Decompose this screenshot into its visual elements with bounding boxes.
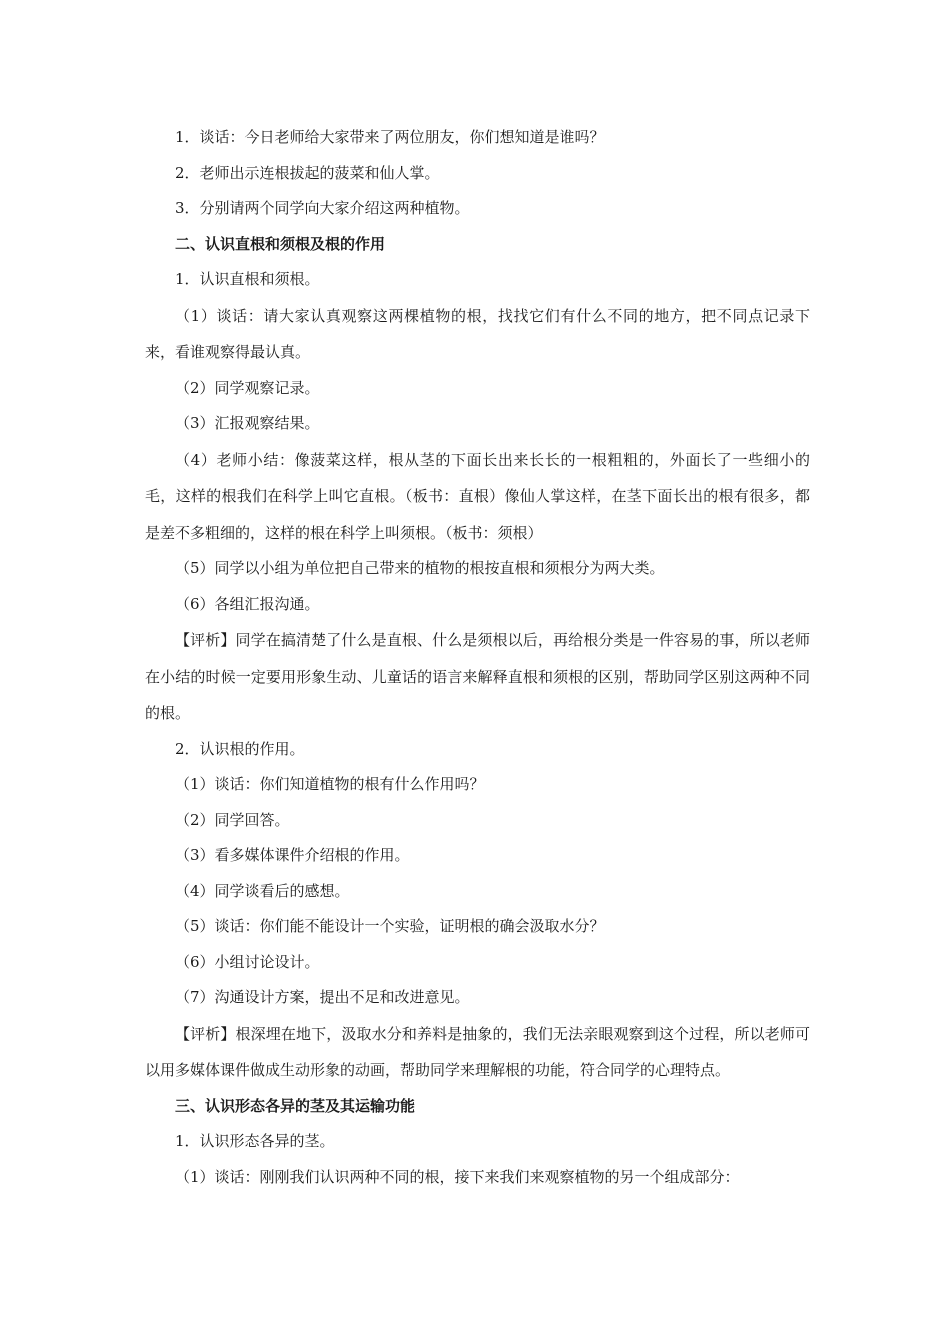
paragraph: （5）谈话：你们能不能设计一个实验，证明根的确会汲取水分？ bbox=[175, 917, 605, 935]
paragraph: （2）同学观察记录。 bbox=[175, 378, 320, 397]
paragraph: 3．分别请两个同学向大家介绍这两种植物。 bbox=[175, 199, 470, 217]
paragraph: （1）谈话：请大家认真观察这两棵植物的根，找找它们有什么不同的地方，把不同点记录下来，看谁观察得最认真。 bbox=[145, 306, 810, 361]
paragraph: （6）各组汇报沟通。 bbox=[175, 594, 320, 613]
document-body bbox=[145, 120, 810, 1195]
paragraph: 2．老师出示连根拔起的菠菜和仙人掌。 bbox=[175, 163, 440, 182]
paragraph: （5）同学以小组为单位把自己带来的植物的根按直根和须根分为两大类。 bbox=[175, 559, 665, 577]
commentary-paragraph: 【评析】同学在搞清楚了什么是直根、什么是须根以后，再给根分类是一件容易的事，所以老师在小结的时候一定要用形象生动、儿童话的语言来解释直根和须根的区别，帮助同学区别这两种不同的根。 bbox=[145, 631, 810, 722]
paragraph: 2．认识根的作用。 bbox=[175, 739, 305, 758]
paragraph: 1．认识直根和须根。 bbox=[175, 270, 320, 288]
paragraph: 1．谈话：今日老师给大家带来了两位朋友，你们想知道是谁吗？ bbox=[175, 128, 605, 146]
section-heading: 三、认识形态各异的茎及其运输功能 bbox=[175, 1096, 416, 1115]
paragraph: （1）谈话：刚刚我们认识两种不同的根，接下来我们来观察植物的另一个组成部分： bbox=[175, 1167, 740, 1186]
paragraph: 1．认识形态各异的茎。 bbox=[175, 1132, 335, 1150]
paragraph: （6）小组讨论设计。 bbox=[175, 952, 320, 971]
paragraph: （2）同学回答。 bbox=[175, 810, 290, 829]
commentary-paragraph: 【评析】根深埋在地下，汲取水分和养料是抽象的，我们无法亲眼观察到这个过程，所以老师可以用多媒体课件做成生动形象的动画，帮助同学来理解根的功能，符合同学的心理特点。 bbox=[145, 1024, 810, 1079]
paragraph: （3）汇报观察结果。 bbox=[175, 414, 320, 432]
section-heading: 二、认识直根和须根及根的作用 bbox=[175, 234, 386, 253]
paragraph: （1）谈话：你们知道植物的根有什么作用吗？ bbox=[175, 775, 485, 793]
paragraph: （3）看多媒体课件介绍根的作用。 bbox=[175, 846, 410, 864]
paragraph: （4）同学谈看后的感想。 bbox=[175, 881, 350, 900]
paragraph: （4）老师小结：像菠菜这样，根从茎的下面长出来长长的一根粗粗的，外面长了一些细小的毛，这样的根我们在科学上叫它直根。（板书：直根）像仙人掌这样，在茎下面长出的根有很多，都是差不多粗细的，这样的根在科学上叫须根。（板书：须根） bbox=[145, 450, 810, 542]
paragraph: （7）沟通设计方案，提出不足和改进意见。 bbox=[175, 988, 470, 1006]
